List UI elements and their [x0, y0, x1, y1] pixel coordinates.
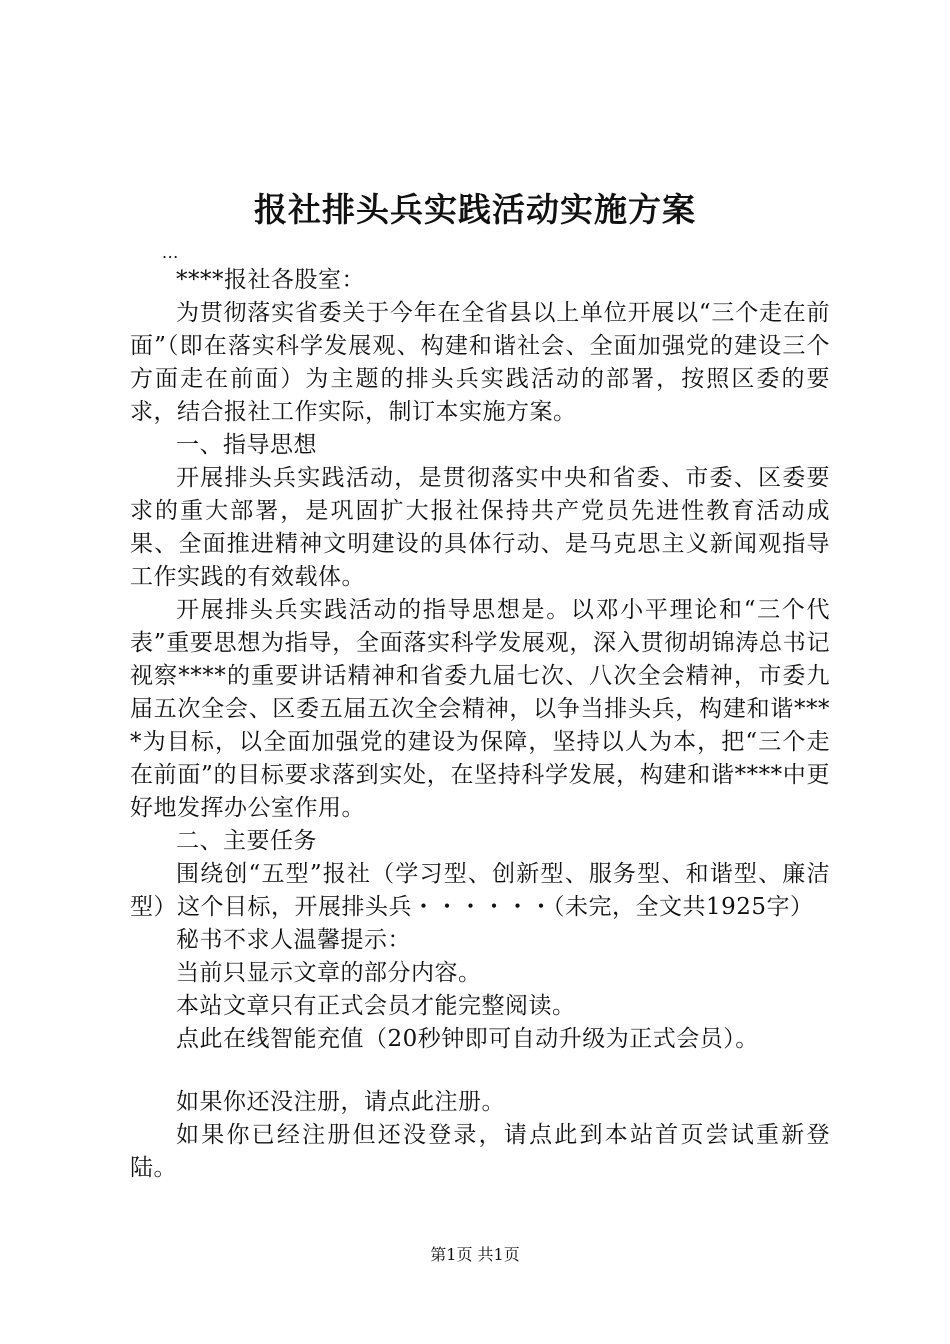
tasks-paragraph: 围绕创“五型”报社（学习型、创新型、服务型、和谐型、廉洁型）这个目标，开展排头兵・・・・・・（未完，全文共1925字） — [130, 861, 830, 920]
page-footer: 第1页 共1页 — [430, 1245, 520, 1264]
salutation: ****报社各股室： — [176, 267, 365, 293]
intro-paragraph: 为贯彻落实省委关于今年在全省县以上单位开展以“三个走在前面”（即在落实科学发展观、构建和谐社会、全面加强党的建设三个方面走在前面）为主题的排头兵实践活动的部署，按照区委的要求，结合报社工作实际，制订本实施方案。 — [130, 300, 830, 425]
section-heading-main-tasks: 二、主要任务 — [176, 828, 317, 854]
notice-heading: 秘书不求人温馨提示： — [176, 927, 411, 953]
recharge-link[interactable]: 点此在线智能充值（20秒钟即可自动升级为正式会员）。 — [176, 1026, 759, 1052]
document-body — [130, 243, 830, 1185]
register-link[interactable]: 如果你还没注册，请点此注册。 — [176, 1089, 505, 1115]
blank-line — [130, 1056, 830, 1086]
notice-partial-content: 当前只显示文章的部分内容。 — [176, 960, 482, 986]
guiding-paragraph-1: 开展排头兵实践活动，是贯彻落实中央和省委、市委、区委要求的重大部署，是巩固扩大报社保持共产党员先进性教育活动成果、全面推进精神文明建设的具体行动、是马克思主义新闻观指导工作实践的有效载体。 — [130, 465, 830, 590]
guiding-paragraph-2: 开展排头兵实践活动的指导思想是。以邓小平理论和“三个代表”重要思想为指导，全面落实科学发展观，深入贯彻胡锦涛总书记视察****的重要讲话精神和省委九届七次、八次全会精神，市委九届五次全会、区委五届五次全会精神，以争当排头兵，构建和谐****为目标，以全面加强党的建设为保障，坚持以人为本，把“三个走在前面”的目标要求落到实处，在坚持科学发展，构建和谐****中更好地发挥办公室作用。 — [130, 597, 830, 821]
notice-members-only: 本站文章只有正式会员才能完整阅读。 — [176, 993, 576, 1019]
document-title: 报社排头兵实践活动实施方案 — [254, 190, 696, 229]
section-heading-guiding-ideology: 一、指导思想 — [176, 432, 317, 458]
ellipsis-text: ... — [162, 243, 179, 262]
login-link[interactable]: 如果你已经注册但还没登录，请点此到本站首页尝试重新登陆。 — [130, 1122, 830, 1181]
